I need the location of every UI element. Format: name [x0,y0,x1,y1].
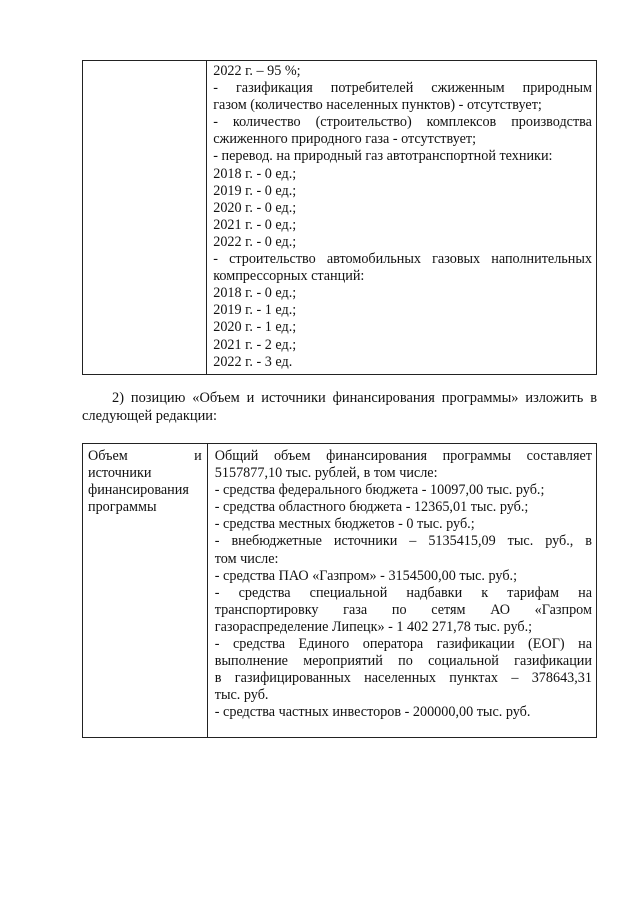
text-line: газом (количество населенных пунктов) - отсутствует; [213,97,542,114]
text-line: источники [88,465,152,482]
text-line: сжиженного природного газа - отсутствует; [213,131,477,148]
table-cell-left [83,444,208,738]
text-line: - средства федерального бюджета - 10097,00 тыс. руб.; [214,482,545,499]
text-line: 2021 г. - 2 ед.; [213,336,297,353]
text-line: - строительство автомобильных газовых наполнительных [213,251,592,268]
instruction-paragraph [82,389,597,425]
text-line: Объем и [88,448,202,464]
text-line: финансирования [88,482,189,499]
text-line: 2022 г. - 0 ед.; [213,233,297,250]
text-line: - средства ПАО «Газпром» - 3154500,00 тыс. руб.; [214,567,518,584]
text-line: 2019 г. - 0 ед.; [213,182,297,199]
financing-text [208,444,596,725]
text-line: 2022 г. – 95 %; [213,63,301,79]
text-line: - средства специальной надбавки к тарифам на [214,584,592,601]
text-line: 2020 г. - 0 ед.; [213,199,297,216]
text-line: том числе: [214,550,279,567]
text-line: 2018 г. - 0 ед.; [213,165,297,182]
text-line: тыс. руб. [214,687,269,704]
text-line: - газификация потребителей сжиженным природным [213,80,592,97]
text-line: 2021 г. - 0 ед.; [213,216,297,233]
text-line: газораспределение Липецк» - 1 402 271,78 тыс. руб.; [214,618,533,635]
financing-label [83,444,207,519]
text-line: - средства местных бюджетов - 0 тыс. руб.; [214,516,475,533]
text-line: выполнение мероприятий по социальной газификации [214,653,592,670]
text-line: - количество (строительство) комплексов производства [213,114,592,131]
text-line: - средства частных инвесторов - 200000,00 тыс. руб. [214,704,531,721]
text-line: транспортировку газа по сетям АО «Газпром [214,601,592,618]
text-line: программы [88,499,157,516]
text-line: 2022 г. - 3 ед. [213,353,293,370]
text-line: 2020 г. - 1 ед.; [213,319,297,336]
text-line: Общий объем финансирования программы составляет [214,448,592,464]
text-line: - перевод. на природный газ автотранспортной техники: [213,148,553,165]
indicators-table [82,60,597,375]
text-line: 2018 г. - 0 ед.; [213,285,297,302]
indicators-text [207,61,596,374]
financing-table [82,443,597,738]
table-row [83,444,597,738]
table-cell-right [207,444,596,738]
text-line: в газифицированных населенных пунктах – 378643,31 [214,670,592,687]
paragraph-line: 2) позицию «Объем и источники финансирования программы» изложить в [112,390,597,406]
text-line: - средства областного бюджета - 12365,01 тыс. руб.; [214,499,529,516]
table-cell-right [207,61,597,375]
text-line: - внебюджетные источники – 5135415,09 тыс. руб., в [214,533,592,550]
paragraph-line: следующей редакции: [82,408,217,424]
text-line: - средства Единого оператора газификации (ЕОГ) на [214,636,592,653]
table-row [83,61,597,375]
text-line: 5157877,10 тыс. рублей, в том числе: [214,465,438,482]
table-cell-left [83,61,207,375]
text-line: 2019 г. - 1 ед.; [213,302,297,319]
text-line: компрессорных станций: [213,268,365,285]
